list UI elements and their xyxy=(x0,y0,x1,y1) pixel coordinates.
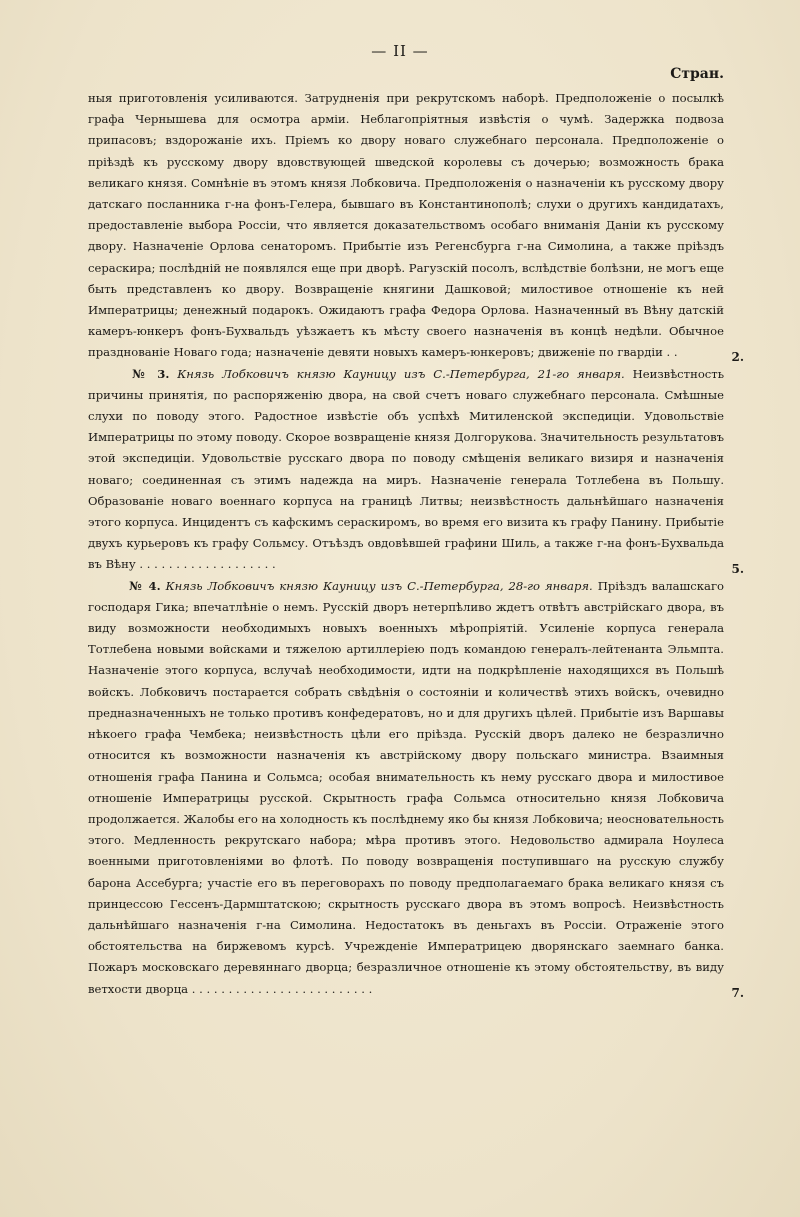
page-reference: 5. xyxy=(731,561,744,576)
toc-entry-text: № 4. Князь Лобковичъ князю Кауницу изъ С.-Петербурга, 28-го января. Пріѣздъ валашскаго господаря Гика; впечатлѣніе о немъ. Русскій дворъ нетерпѣливо ждетъ отвѣтъ австрійскаго двора, въ виду возможности необходимыхъ новыхъ военныхъ мѣропріятій. Усиленіе корпуса генерала Тотлебена новыми войсками и тяжелою артиллеріею подъ командою генералъ-лейтенанта Эльмпта. Назначеніе этого корпуса, вслучаѣ необходимости, идти на подкрѣпленіе находящихся въ Польшѣ войскъ. Лобковичъ постарается собрать свѣдѣнія о состояніи и количествѣ этихъ войскъ, очевидно предназначенныхъ не только противъ конфедератовъ, но и для другихъ цѣлей. Прибытіе изъ Варшавы нѣкоего графа Чембека; неизвѣстность цѣли его пріѣзда. Русскій дворъ далеко не безразлично относится къ возможности назначенія къ австрійскому двору польскаго министра. Взаимныя отношенія графа Панина и Сольмса; особая внимательность къ нему русскаго двора и милостивое отношеніе Императрицы русской. Скрытность графа Сольмса относительно князя Лобковича продолжается. Жалобы его на холодность къ послѣднему яко бы князя Лобковича; неосновательность этого. Медленность рекрутскаго набора; мѣра противъ этого. Недовольство адмирала Ноулеса военными приготовленіями во флотѣ. По поводу возвращенія поступившаго на русскую службу барона Ассебурга; участіе его въ переговорахъ по поводу предполагаемаго брака великаго князя съ принцессою Гессенъ-Дармштатскою; скрытность русскаго двора въ этомъ вопросѣ. Неизвѣстность дальнѣйшаго назначенія г-на Симолина. Недостатокъ въ деньгахъ въ Россіи. Отраженіе этого обстоятельства на биржевомъ курсѣ. Учрежденіе Императрицею дворянскаго заемнаго банка. Пожаръ московскаго деревяннаго дворца; безразличное отношеніе къ этому обстоятельству, въ виду ветхости дворца . . . . . . . . . . . . . . . . . . . . . . . . . xyxy=(88,578,725,996)
toc-entry-text: № 3. Князь Лобковичъ князю Кауницу изъ С.-Петербурга, 21-го января. Неизвѣстность причины принятія, по распоряженію двора, на свой счетъ новаго служебнаго персонала. Смѣшные слухи по поводу этого. Радостное извѣстіе объ успѣхѣ Митиленской экспедиціи. Удовольствіе Императрицы по этому поводу. Скорое возвращеніе князя Долгорукова. Значительность результатовъ этой экспедиціи. Удовольствіе русскаго двора по поводу смѣщенія великаго визиря и назначенія новаго; соединенная съ этимъ надежда на миръ. Назначеніе генерала Тотлебена въ Польшу. Образованіе новаго военнаго корпуса на границѣ Литвы; неизвѣстность дальнѣйшаго назначенія этого корпуса. Инцидентъ съ кафскимъ сераскиромъ, во время его визита къ графу Панину. Прибытіе двухъ курьеровъ къ графу Сольмсу. Отъѣздъ овдовѣвшей графини Шиль, а также г-на фонъ-Бухвальда въ Вѣну . . . . . . . . . . . . . . . . . . . xyxy=(88,366,725,572)
entry-summary: Пріѣздъ валашскаго господаря Гика; впечатлѣніе о немъ. Русскій дворъ нетерпѣливо ждетъ отвѣтъ австрійскаго двора, въ виду возможности необходимыхъ новыхъ военныхъ мѣропріятій. Усиленіе корпуса генерала Тотлебена новыми войсками и тяжелою артиллеріею подъ командою генералъ-лейтенанта Эльмпта. Назначеніе этого корпуса, вслучаѣ необходимости, идти на подкрѣпленіе находящихся въ Польшѣ войскъ. Лобковичъ постарается собрать свѣдѣнія о состояніи и количествѣ этихъ войскъ, очевидно предназначенныхъ не только противъ конфедератовъ, но и для другихъ цѣлей. Прибытіе изъ Варшавы нѣкоего графа Чембека; неизвѣстность цѣли его пріѣзда. Русскій дворъ далеко не безразлично относится къ возможности назначенія къ австрійскому двору польскаго министра. Взаимныя отношенія графа Панина и Сольмса; особая внимательность къ нему русскаго двора и милостивое отношеніе Императрицы русской. Скрытность графа Сольмса относительно князя Лобковича продолжается. Жалобы его на холодность къ послѣднему яко бы князя Лобковича; неосновательность этого. Медленность рекрутскаго набора; мѣра противъ этого. Недовольство адмирала Ноулеса военными приготовленіями во флотѣ. По поводу возвращенія поступившаго на русскую службу барона Ассебурга; участіе его въ переговорахъ по поводу предполагаемаго брака великаго князя съ принцессою Гессенъ-Дармштатскою; скрытность русскаго двора въ этомъ вопросѣ. Неизвѣстность дальнѣйшаго назначенія г-на Симолина. Недостатокъ въ деньгахъ въ Россіи. Отраженіе этого обстоятельства на биржевомъ курсѣ. Учрежденіе Императрицею дворянскаго заемнаго банка. Пожаръ московскаго деревяннаго дворца; безразличное отношеніе къ этому обстоятельству, въ виду ветхости дворца xyxy=(88,578,725,996)
toc-entry-3 xyxy=(88,364,744,576)
table-of-contents xyxy=(88,88,744,1000)
page-number: — II — xyxy=(371,42,429,60)
page-column-header: Стран. xyxy=(670,66,724,82)
entry-title: Князь Лобковичъ князю Кауницу изъ С.-Петербурга, 28-го января. xyxy=(165,578,593,593)
entry-summary: Неизвѣстность причины принятія, по распоряженію двора, на свой счетъ новаго служебнаго персонала. Смѣшные слухи по поводу этого. Радостное извѣстіе объ успѣхѣ Митиленской экспедиціи. Удовольствіе Императрицы по этому поводу. Скорое возвращеніе князя Долгорукова. Значительность результатовъ этой экспедиціи. Удовольствіе русскаго двора по поводу смѣщенія великаго визиря и назначенія новаго; соединенная съ этимъ надежда на миръ. Назначеніе генерала Тотлебена въ Польшу. Образованіе новаго военнаго корпуса на границѣ Литвы; неизвѣстность дальнѣйшаго назначенія этого корпуса. Инцидентъ съ кафскимъ сераскиромъ, во время его визита къ графу Панину. Прибытіе двухъ курьеровъ къ графу Сольмсу. Отъѣздъ овдовѣвшей графини Шиль, а также г-на фонъ-Бухвальда въ Вѣну xyxy=(88,366,725,572)
entry-title: Князь Лобковичъ князю Кауницу изъ С.-Петербурга, 21-го января. xyxy=(177,366,625,381)
entry-number: № 4. xyxy=(128,578,161,593)
entry-summary: ныя приготовленія усиливаются. Затрудненія при рекрутскомъ наборѣ. Предположеніе о посылкѣ графа Чернышева для осмотра арміи. Неблагопріятныя извѣстія о чумѣ. Задержка подвоза припасовъ; вздорожаніе ихъ. Пріемъ ко двору новаго служебнаго персонала. Предположеніе о пріѣздѣ къ русскому двору вдовствующей шведской королевы съ дочерью; возможность брака великаго князя. Сомнѣніе въ этомъ князя Лобковича. Предположенія о назначеніи къ русскому двору датскаго посланника г-на фонъ-Гелера, бывшаго въ Константинополѣ; слухи о другихъ кандидатахъ, предоставленіе выбора Россіи, что является доказательствомъ особаго вниманія Даніи къ русскому двору. Назначеніе Орлова сенаторомъ. Прибытіе изъ Регенсбурга г-на Симолина, а также пріѣздъ сераскира; послѣдній не появлялся еще при дворѣ. Рагузскій посолъ, вслѣдствіе болѣзни, не могъ еще быть представленъ ко двору. Возвращеніе княгини Дашковой; милостивое отношеніе къ ней Императрицы; денежный подарокъ. Ожидаютъ графа Федора Орлова. Назначенный въ Вѣну датскій камеръ-юнкеръ фонъ-Бухвальдъ уѣзжаетъ къ мѣсту своего назначенія въ концѣ недѣли. Обычное празднованіе Новаго года; назначеніе девяти новыхъ камеръ-юнкеровъ; движеніе по гвардіи xyxy=(88,91,724,360)
page-reference: 2. xyxy=(731,349,744,364)
toc-entry-text: ныя приготовленія усиливаются. Затрудненія при рекрутскомъ наборѣ. Предположеніе о посылкѣ графа Чернышева для осмотра арміи. Неблагопріятныя извѣстія о чумѣ. Задержка подвоза припасовъ; вздорожаніе ихъ. Пріемъ ко двору новаго служебнаго персонала. Предположеніе о пріѣздѣ къ русскому двору вдовствующей шведской королевы съ дочерью; возможность брака великаго князя. Сомнѣніе въ этомъ князя Лобковича. Предположенія о назначеніи къ русскому двору датскаго посланника г-на фонъ-Гелера, бывшаго въ Константинополѣ; слухи о другихъ кандидатахъ, предоставленіе выбора Россіи, что является доказательствомъ особаго вниманія Даніи къ русскому двору. Назначеніе Орлова сенаторомъ. Прибытіе изъ Регенсбурга г-на Симолина, а также пріѣздъ сераскира; послѣдній не появлялся еще при дворѣ. Рагузскій посолъ, вслѣдствіе болѣзни, не могъ еще быть представленъ ко двору. Возвращеніе княгини Дашковой; милостивое отношеніе къ ней Императрицы; денежный подарокъ. Ожидаютъ графа Федора Орлова. Назначенный въ Вѣну датскій камеръ-юнкеръ фонъ-Бухвальдъ уѣзжаетъ къ мѣсту своего назначенія въ концѣ недѣли. Обычное празднованіе Новаго года; назначеніе девяти новыхъ камеръ-юнкеровъ; движеніе по гвардіи . . xyxy=(88,91,724,360)
toc-entry-continued xyxy=(88,88,744,364)
toc-entry-4 xyxy=(88,576,744,1000)
page-reference: 7. xyxy=(731,985,744,1000)
entry-number: № 3. xyxy=(128,366,170,381)
